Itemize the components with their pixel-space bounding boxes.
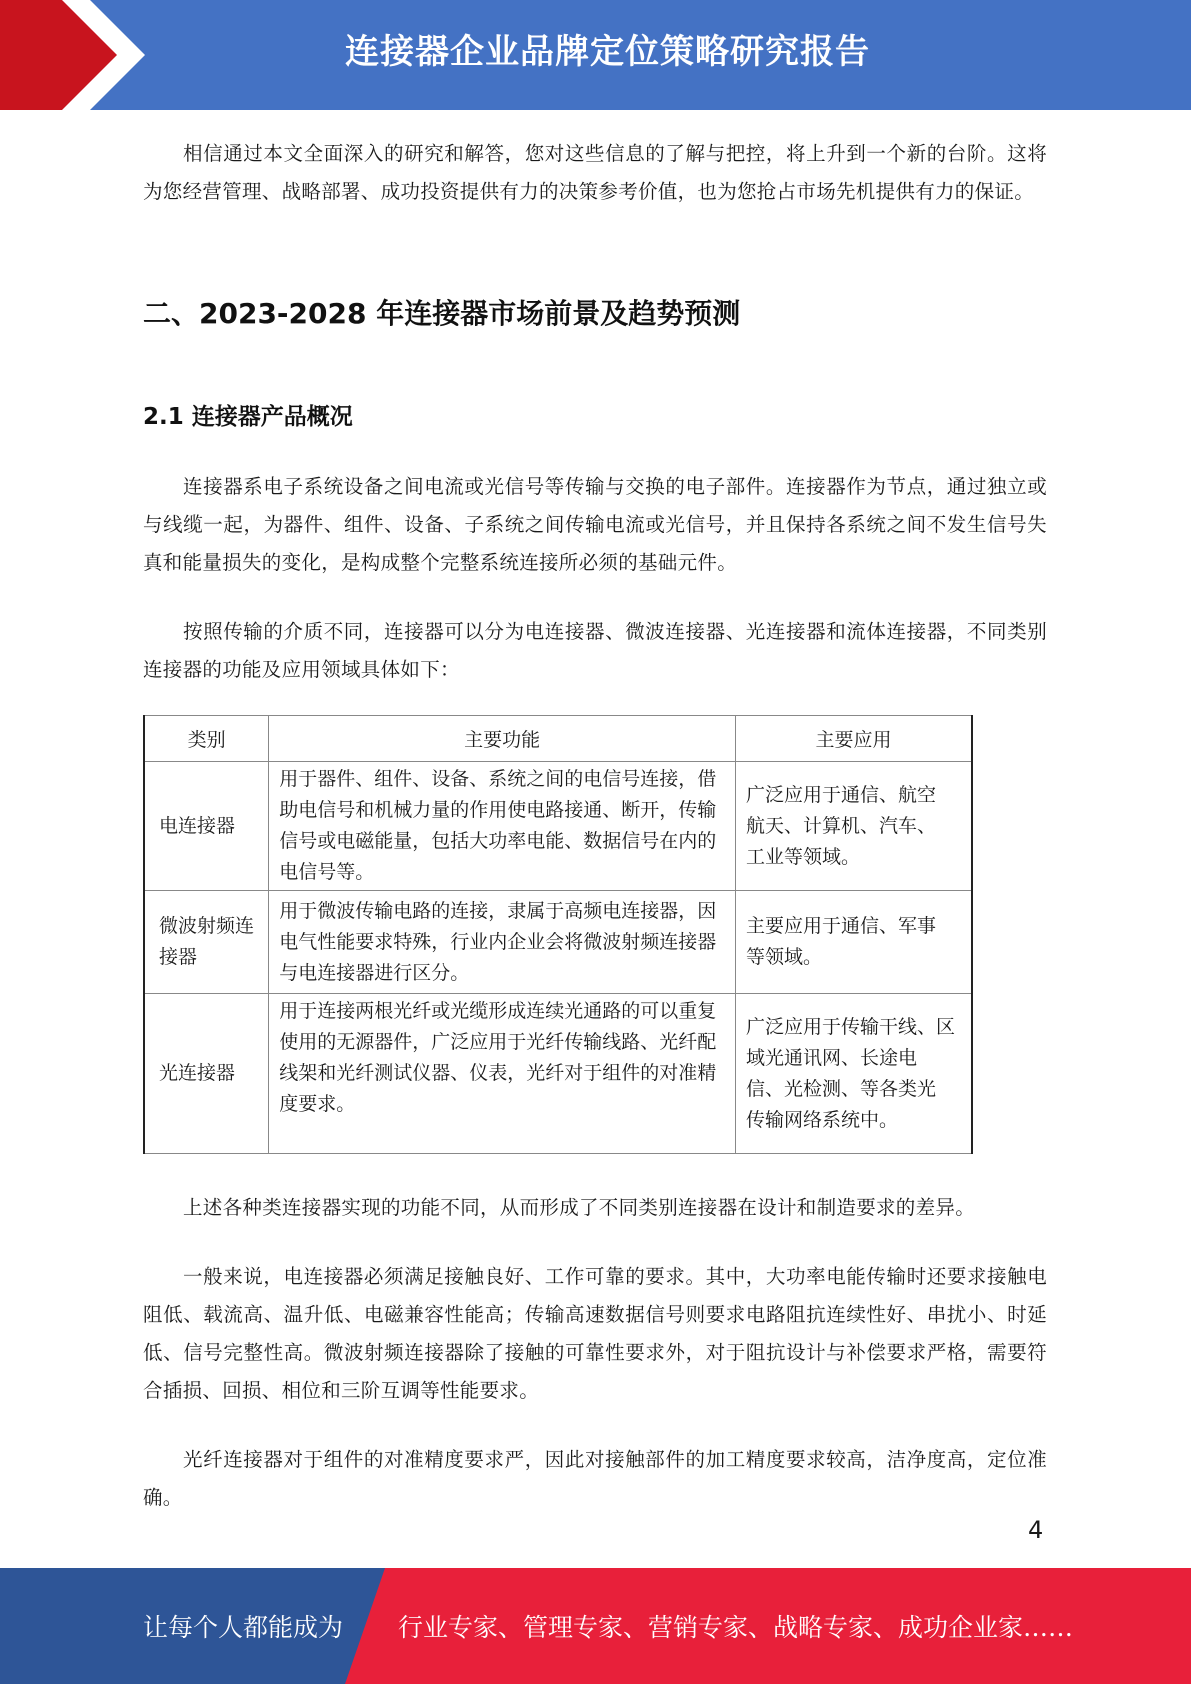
table-cell-category: 光连接器 [144, 994, 269, 1154]
footer-slogan-left: 让每个人都能成为 [143, 1613, 344, 1642]
table-cell-application: 主要应用于通信、军事 等领域。 [736, 891, 972, 994]
section-heading: 二、2023-2028 年连接器市场前景及趋势预测 [143, 297, 741, 330]
footer-slogan-right: 行业专家、管理专家、营销专家、战略专家、成功企业家…… [398, 1613, 1074, 1642]
classification-paragraph: 按照传输的介质不同，连接器可以分为电连接器、微波连接器、光连接器和流体连接器，不同类别连接器的功能及应用领域具体如下： [143, 620, 1047, 681]
page-number: 4 [1028, 1516, 1044, 1544]
table-cell-application: 广泛应用于传输干线、区域光通讯网、长途电 信、光检测、等各类光 传输网络系统中。 [736, 994, 972, 1154]
page-footer [0, 1568, 1191, 1684]
table-cell-application: 广泛应用于通信、航空 航天、计算机、汽车、 工业等领域。 [736, 762, 972, 891]
table-header-application: 主要应用 [736, 716, 972, 762]
table-cell-category: 电连接器 [144, 762, 269, 891]
requirements-paragraph: 一般来说，电连接器必须满足接触良好、工作可靠的要求。其中，大功率电能传输时还要求接触电阻低、载流高、温升低、电磁兼容性能高；传输高速数据信号则要求电路阻抗连续性好、串扰小、时延低、信号完整性高。微波射频连接器除了接触的可靠性要求外，对于阻抗设计与补偿要求严格，需要符合插损、回损、相位和三阶互调等性能要求。 [143, 1265, 1047, 1402]
table-cell-function: 用于器件、组件、设备、系统之间的电信号连接，借助电信号和机械力量的作用使电路接通、断开，传输信号或电磁能量，包括大功率电能、数据信号在内的电信号等。 [269, 762, 736, 891]
intro-paragraph: 相信通过本文全面深入的研究和解答，您对这些信息的了解与把控，将上升到一个新的台阶。这将为您经营管理、战略部署、成功投资提供有力的决策参考价值，也为您抢占市场先机提供有力的保证。 [143, 142, 1047, 203]
table-row [144, 994, 972, 1154]
table-cell-category: 微波射频连接器 [144, 891, 269, 994]
connector-type-table [143, 715, 973, 1154]
page-header [0, 0, 1191, 110]
overview-paragraph: 连接器系电子系统设备之间电流或光信号等传输与交换的电子部件。连接器作为节点，通过独立或与线缆一起，为器件、组件、设备、子系统之间传输电流或光信号，并且保持各系统之间不发生信号失真和能量损失的变化，是构成整个完整系统连接所必须的基础元件。 [143, 475, 1047, 574]
report-title: 连接器企业品牌定位策略研究报告 [345, 32, 870, 72]
fiber-paragraph: 光纤连接器对于组件的对准精度要求严，因此对接触部件的加工精度要求较高，洁净度高，定位准确。 [143, 1448, 1047, 1509]
table-cell-function: 用于连接两根光纤或光缆形成连续光通路的可以重复使用的无源器件，广泛应用于光纤传输线路、光纤配线架和光纤测试仪器、仪表，光纤对于组件的对准精度要求。 [269, 994, 736, 1154]
difference-paragraph: 上述各种类连接器实现的功能不同，从而形成了不同类别连接器在设计和制造要求的差异。 [183, 1196, 976, 1219]
table-header-row [144, 716, 972, 762]
subsection-heading: 2.1 连接器产品概况 [143, 404, 353, 430]
table-row [144, 762, 972, 891]
table-cell-function: 用于微波传输电路的连接，隶属于高频电连接器，因电气性能要求特殊，行业内企业会将微波射频连接器与电连接器进行区分。 [269, 891, 736, 994]
table-header-category: 类别 [144, 716, 269, 762]
table-header-function: 主要功能 [269, 716, 736, 762]
table-row [144, 891, 972, 994]
